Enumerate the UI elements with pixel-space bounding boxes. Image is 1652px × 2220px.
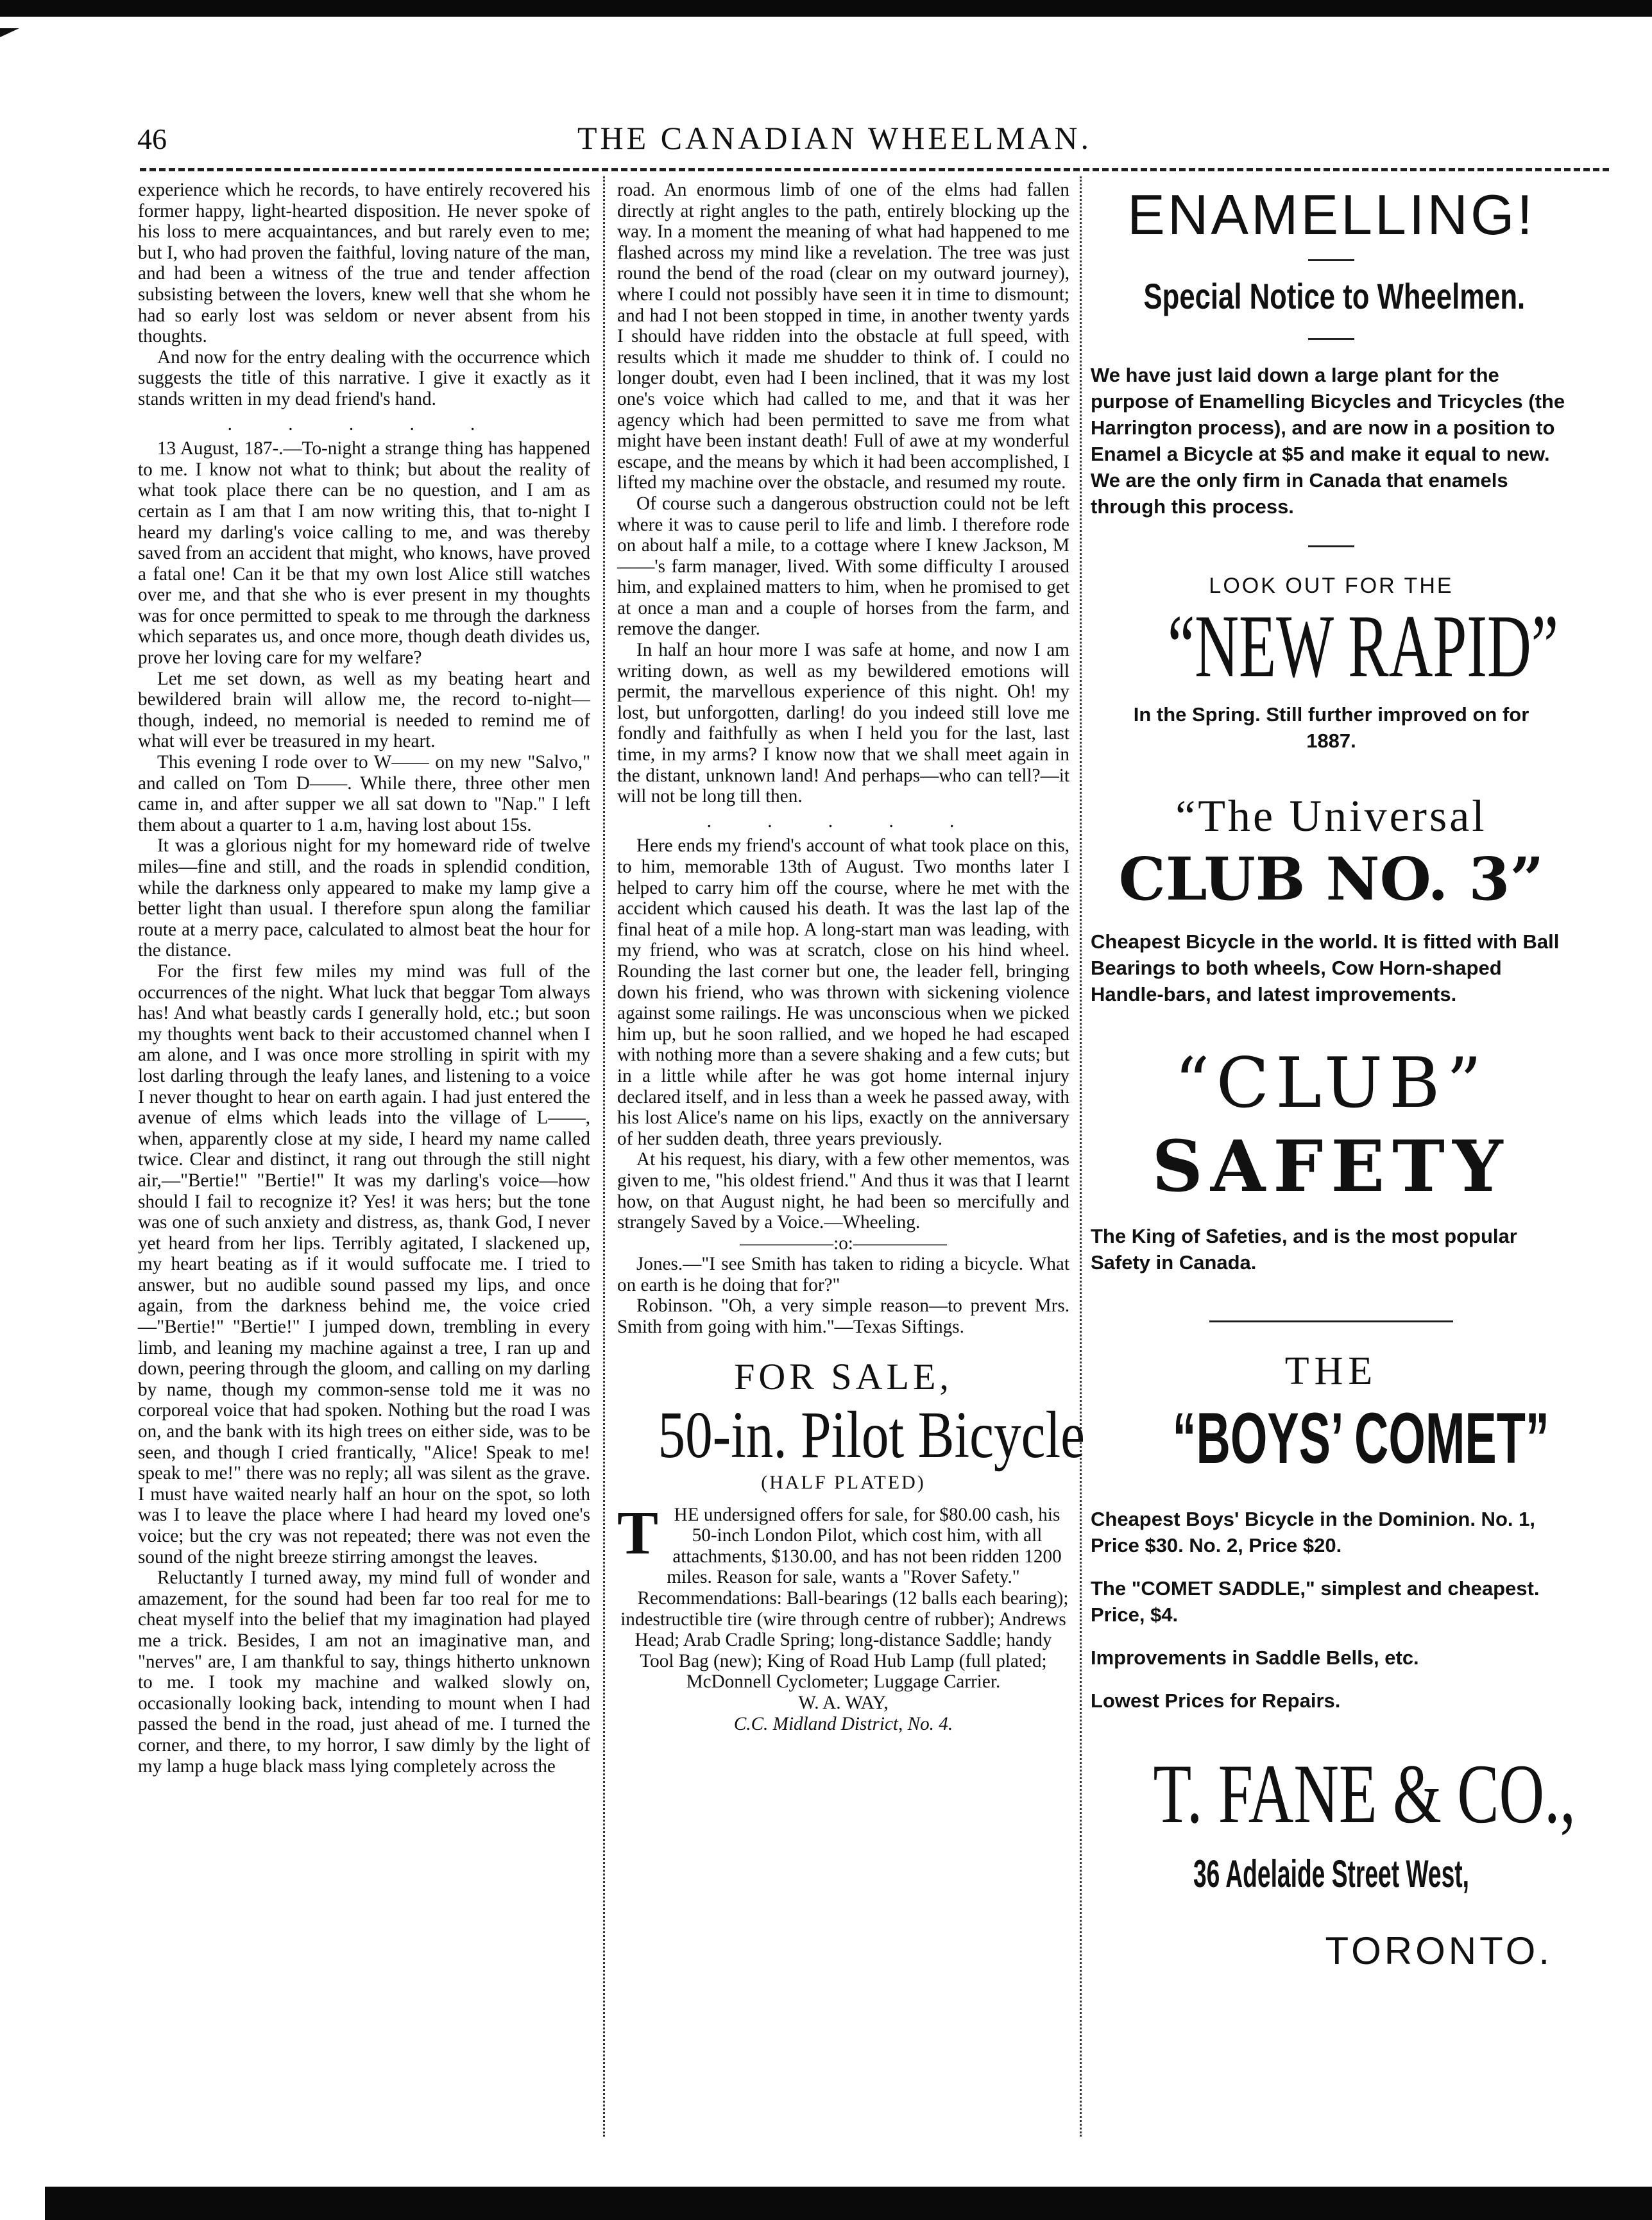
for-sale-ad (617, 1354, 1086, 1735)
drop-cap: T (617, 1498, 659, 1567)
paragraph: Of course such a dangerous obstruction could not be left where it was to cause peril to life and limb. I therefore rode on about half a mile, to a cottage where I knew Jackson, M——'s farm manager, lived. With some difficulty I aroused him, and explained matters to him, when he promised to get at once a man and a couple of horses from the farm, and remove the danger. (617, 493, 1069, 640)
ad-boys-comet (1091, 1345, 1572, 1714)
for-sale-district: C.C. Midland District, No. 4. (733, 1713, 953, 1734)
page-header (128, 115, 1617, 160)
vendor-name: T. FANE & CO., (1153, 1746, 1576, 1841)
boys-comet-repairs: Lowest Prices for Repairs. (1091, 1689, 1341, 1712)
boys-comet-body: Cheapest Boys' Bicycle in the Dominion. No. 1, Price $30. No. 2, Price $20. (1091, 1508, 1535, 1557)
paragraph: Let me set down, as well as my beating heart and bewildered brain will allow me, the record to-night—though, indeed, no memorial is needed to remind me of what will ever be treasured in my heart. (138, 668, 590, 752)
rule (1308, 338, 1354, 340)
paragraph: And now for the entry dealing with the occurrence which suggests the title of this narrative. I give it exactly as it stands written in my dead friend's hand. (138, 346, 590, 409)
divider-ornament: —————:o:————— (740, 1233, 947, 1254)
column-rule (603, 176, 605, 2137)
for-sale-signature: W. A. WAY, (798, 1693, 889, 1713)
paragraph: Reluctantly I turned away, my mind full of wonder and amazement, for the sound had been far too real for me to cheat myself into the belief that my imagination had played me a trick. Besides, I am not an imaginative man, and "nerves" are, I am thankful to say, things hitherto unknown to me. I took my machine and walked slowly on, occasionally looking back, intending to mount when I had passed the bend in the road, just ahead of me. I turned the corner, and there, to my horror, I saw dimly by the light of my lamp a huge black mass lying completely across the (138, 1567, 590, 1777)
joke-robinson: Robinson. "Oh, a very simple reason—to prevent Mrs. Smith from going with him."—Texas Siftings. (617, 1295, 1069, 1338)
rule (1308, 259, 1354, 261)
section-break: . . . . . (706, 810, 980, 832)
story-column-2 (617, 180, 1086, 1734)
universal-line1: “The Universal (1175, 792, 1487, 841)
enamelling-subhead: Special Notice to Wheelmen. (1143, 276, 1526, 316)
corner-mark (0, 28, 19, 37)
enamelling-body: We have just laid down a large plant for the purpose of Enamelling Bicycles and Tricycles (the Harrington process), and are now in a position to Enamel a Bicycle at $5 and make it equal to new. We are the only firm in Canada that enamels through this process. (1091, 364, 1565, 518)
vendor-address: 36 Adelaide Street West, (1193, 1852, 1470, 1895)
club-safety-body: The King of Safeties, and is the most popular Safety in Canada. (1091, 1225, 1517, 1274)
advertisement-column (1091, 173, 1576, 1977)
for-sale-subtitle: (HALF PLATED) (761, 1471, 926, 1493)
universal-body: Cheapest Bicycle in the world. It is fitted with Ball Bearings to both wheels, Cow Horn-shaped Handle-bars, and latest improvements. (1091, 930, 1560, 1005)
ad-vendor (1091, 1746, 1576, 1977)
paragraph: At his request, his diary, with a few other mementos, was given to me, "his oldest friend." And thus it was that I learnt how, on that August night, he had been so mercifully and strangely Saved by a Voice.—Wheeling. (617, 1149, 1069, 1233)
ad-universal (1091, 790, 1572, 1007)
boys-comet-the: THE (1284, 1349, 1378, 1393)
paragraph: road. An enormous limb of one of the elms had fallen directly at right angles to the path, entirely blocking up the way. In a moment the meaning of what had happened to me flashed across my mind like a revelation. The tree was just round the bend of the road (clear on my outward journey), where I could not possibly have seen it in time to dismount; and had I not been stopped in time, in another twenty yards I should have ridden into the obstacle at full speed, with results which it made me shudder to think of. I could no longer doubt, even had I been inclined, that it was my lost one's voice which had called to me, and that it was her agency which had been permitted to save me from what might have been instant death! Full of awe at my wonderful escape, and the means by which it had been accomplished, I lifted my machine over the obstacle, and resumed my route. (617, 180, 1069, 493)
new-rapid-lookout: LOOK OUT FOR THE (1209, 574, 1454, 598)
column-rule (1080, 176, 1082, 2137)
boys-comet-name: “BOYS’ COMET” (1172, 1398, 1549, 1478)
ad-new-rapid (1091, 573, 1572, 754)
enamelling-headline: ENAMELLING! (1127, 183, 1535, 246)
paragraph: For the first few miles my mind was full of the occurrences of the night. What luck that beggar Tom always has! And what beastly cards I generally hold, etc.; but soon my thoughts went back to their accustomed channel when I am alone, and I was once more strolling in spirit with my lost darling through the leafy lanes, and listening to a voice I never thought to hear on earth again. I had just entered the avenue of elms which leads into the village of L——, when, apparently close at my side, I heard my name called twice. Clear and distinct, it rang out through the still night air,—"Bertie!" "Bertie!" It was my darling's voice—how should I fail to recognize it? Yes! it was hers; but the tone was one of such anxiety and distress, as, thank God, I never yet heard from her lips. Terribly agitated, I slackened up, my heart beating as if it would suffocate me. I tried to answer, but no audible sound passed my lips, and once again, from the darkness behind me, the voice cried—"Bertie!" "Bertie!" I jumped down, trembling in every limb, and leaning my machine against a tree, I ran up and down, peering through the gloom, and calling on my darling by name, though my common-sense told me it was no corporeal voice that had spoken. Nothing but the road I was on, and the bank with its high trees on either side, was to be seen, and though I cried frantically, "Alice! Speak to me! speak to me!" there was no reply; all was silent as the grave. I must have waited nearly half an hour on the spot, so loth was I to leave the place where I had heard my loved one's voice; but the cry was not repeated; there was not even the sound of the night breeze stirring amongst the leaves. (138, 961, 590, 1567)
section-break: . . . . . (227, 413, 501, 434)
universal-line2: CLUB NO. 3” (1118, 844, 1544, 914)
for-sale-body (617, 1498, 1069, 1735)
rule (1308, 545, 1354, 547)
bottom-border (45, 2187, 1652, 2220)
for-sale-text: HE undersigned offers for sale, for $80.00 cash, his 50-inch London Pilot, which cost him, with all attachments, $130.00, and has not been ridden 1200 miles. Reason for sale, wants a "Rover Safety." (667, 1504, 1062, 1588)
running-title: THE CANADIAN WHEELMAN. (577, 120, 1093, 156)
joke-jones: Jones.—"I see Smith has taken to riding a bicycle. What on earth is he doing that for?" (617, 1254, 1069, 1295)
new-rapid-name: “NEW RAPID” (1168, 597, 1558, 696)
header-rule (140, 168, 1609, 171)
club-safety-line2: SAFETY (1152, 1125, 1511, 1208)
paragraph: In half an hour more I was safe at home, and now I am writing down, as well as my bewildered emotions will permit, the marvellous experience of this night. Oh! my lost, but unforgotten, darling! do you indeed still love me fondly and faithfully as when I held you for the last, last time, in my arms? I know now that we shall meet again in the distant, unknown land! And perhaps—who can tell?—it will not be long till then. (617, 640, 1069, 807)
paragraph: experience which he records, to have entirely recovered his former happy, light-hearted disposition. He never spoke of his loss to mere acquaintances, and but rarely even to me; but I, who had proven the faithful, loving nature of the man, and had been a witness of the true and tender affection subsisting between the lovers, knew well that she whom he had so early lost was seldom or never absent from his thoughts. (138, 180, 590, 347)
vendor-city: TORONTO. (1325, 1929, 1553, 1972)
paragraph: Here ends my friend's account of what took place on this, to him, memorable 13th of August. Two months later I helped to carry him off the course, where he met with the accident which caused his death. It was the last lap of the final heat of a mile hop. A long-start man was leading, with my friend, who was at scratch, close on his hind wheel. Rounding the last corner but one, the leader fell, bringing down his friend, who was thrown with sickening violence against some railings. He was unconscious when we picked him up, but he soon rallied, and we hoped he had escaped with nothing more than a severe shaking and a few cuts; but in a little while after he was got home internal injury declared itself, and in less than a week he passed away, with his lost Alice's name on his lips, exactly on the anniversary of her sudden death, three years previously. (617, 835, 1069, 1149)
for-sale-recommendations: Recommendations: Ball-bearings (12 balls each bearing); indestructible tire (wire through centre of rubber); Andrews Head; Arab Cradle Spring; long-distance Saddle; handy Tool Bag (new); King of Road Hub Lamp (full plated; McDonnell Cyclometer; Luggage Carrier. (620, 1588, 1069, 1693)
for-sale-item: 50-in. Pilot Bicycle (658, 1397, 1086, 1472)
for-sale-title: FOR SALE, (734, 1355, 953, 1397)
paragraph: It was a glorious night for my homeward ride of twelve miles—fine and still, and the roads in splendid condition, while the darkness only appeared to make my lamp give a better light than usual. I therefore spun along the familiar route at a merry pace, calculated to almost beat the hour for the distance. (138, 835, 590, 961)
page-number: 46 (137, 123, 167, 155)
paragraph: 13 August, 187-.—To-night a strange thing has happened to me. I know not what to think; but about the reality of what took place there can be no question, and I am as certain as I am that I am now writing this, that to-night I heard my darling's voice calling to me, and was thereby saved from an accident that might, who knows, have proved a fatal one! Can it be that my own lost Alice still watches over me, and that she who is ever present in my thoughts was for once permitted to speak to me through the darkness which separates us, and once more, though death divides us, prove her loving care for my welfare? (138, 438, 590, 669)
boys-comet-bells: Improvements in Saddle Bells, etc. (1091, 1646, 1419, 1669)
new-rapid-body: In the Spring. Still further improved on for 1887. (1133, 703, 1529, 752)
club-safety-line1: “CLUB” (1174, 1043, 1488, 1123)
paragraph: This evening I rode over to W—— on my new "Salvo," and called on Tom D——. While there, three other men came in, and after supper we all sat down to "Nap." I left them about a quarter to 1 a.m, having lost about 15s. (138, 752, 590, 835)
rule (1209, 1320, 1453, 1322)
ad-club-safety (1091, 1042, 1572, 1322)
top-border (0, 0, 1652, 17)
story-column-1 (138, 180, 590, 1777)
ad-enamelling (1091, 173, 1572, 547)
boys-comet-saddle: The "COMET SADDLE," simplest and cheapest. Price, $4. (1091, 1577, 1540, 1626)
